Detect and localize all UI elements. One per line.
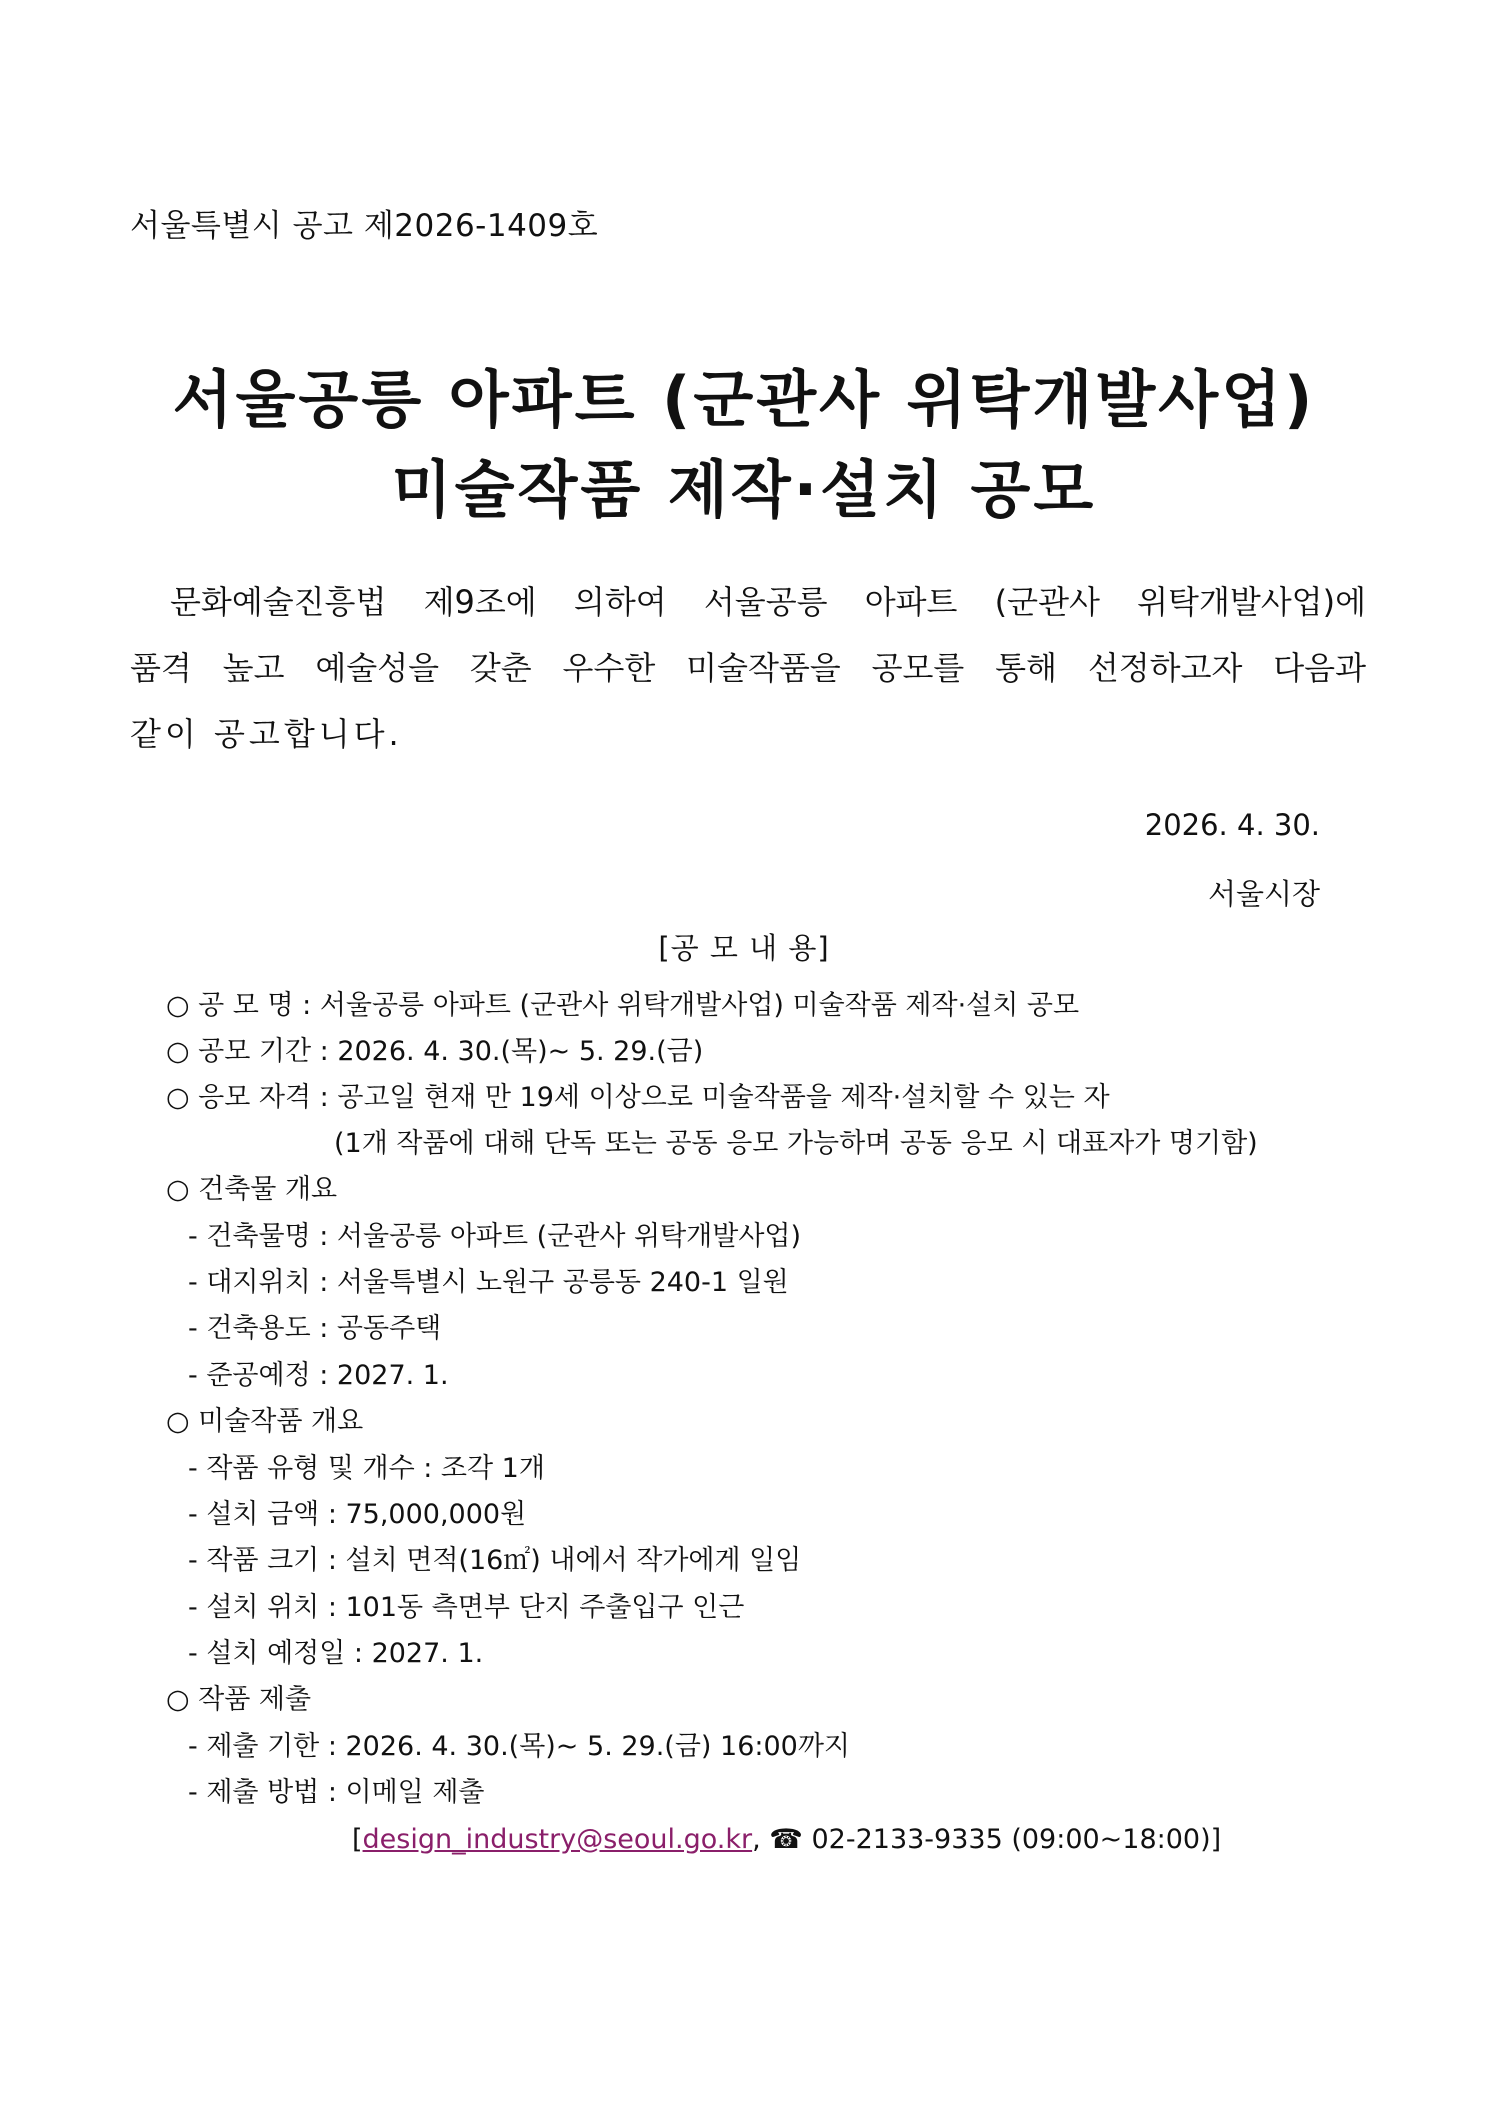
art-amount: - 설치 금액 : 75,000,000원	[188, 1499, 527, 1530]
submit-deadline: - 제출 기한 : 2026. 4. 30.(목)~ 5. 29.(금) 16:00까지	[188, 1731, 850, 1762]
issuer: 서울시장	[1207, 877, 1320, 911]
section-title: [공 모 내 용]	[658, 931, 830, 965]
title-line-1: 서울공릉 아파트 (군관사 위탁개발사업)	[172, 363, 1316, 436]
art-location: - 설치 위치 : 101동 측면부 단지 주출입구 인근	[188, 1592, 745, 1623]
item-eligibility-note: (1개 작품에 대해 단독 또는 공동 응모 가능하며 공동 응모 시 대표자가 명기함)	[334, 1128, 1258, 1159]
title-line-2: 미술작품 제작·설치 공모	[391, 453, 1097, 526]
art-header: ○ 미술작품 개요	[166, 1406, 364, 1437]
art-type: - 작품 유형 및 개수 : 조각 1개	[188, 1453, 545, 1484]
building-use: - 건축용도 : 공동주택	[188, 1313, 442, 1344]
intro-line-3: 같이 공고합니다.	[130, 715, 403, 753]
art-date: - 설치 예정일 : 2027. 1.	[188, 1638, 484, 1669]
building-completion: - 준공예정 : 2027. 1.	[188, 1360, 449, 1391]
item-name: ○ 공 모 명 : 서울공릉 아파트 (군관사 위탁개발사업) 미술작품 제작·설치 공모	[166, 990, 1080, 1021]
contact-line	[352, 1822, 1221, 1858]
contact-email-link[interactable]: design_industry@seoul.go.kr	[362, 1824, 753, 1855]
building-name: - 건축물명 : 서울공릉 아파트 (군관사 위탁개발사업)	[188, 1221, 802, 1252]
notice-date: 2026. 4. 30.	[1144, 808, 1320, 842]
submit-method: - 제출 방법 : 이메일 제출	[188, 1777, 485, 1808]
contact-phone: , ☎ 02-2133-9335 (09:00~18:00)]	[752, 1824, 1222, 1855]
intro-line-2: 품격 높고 예술성을 갖춘 우수한 미술작품을 공모를 통해 선정하고자 다음과	[130, 649, 1366, 687]
art-size: - 작품 크기 : 설치 면적(16㎡) 내에서 작가에게 일임	[188, 1545, 802, 1576]
building-header: ○ 건축물 개요	[166, 1174, 338, 1205]
item-period: ○ 공모 기간 : 2026. 4. 30.(목)~ 5. 29.(금)	[166, 1036, 704, 1067]
item-eligibility: ○ 응모 자격 : 공고일 현재 만 19세 이상으로 미술작품을 제작·설치할 수 있는 자	[166, 1082, 1110, 1113]
contact-open-bracket: [	[352, 1824, 363, 1855]
building-site: - 대지위치 : 서울특별시 노원구 공릉동 240-1 일원	[188, 1267, 789, 1298]
intro-line-1: 문화예술진흥법 제9조에 의하여 서울공릉 아파트 (군관사 위탁개발사업)에	[170, 583, 1366, 621]
submit-header: ○ 작품 제출	[166, 1684, 312, 1715]
notice-number: 서울특별시 공고 제2026-1409호	[130, 208, 599, 244]
